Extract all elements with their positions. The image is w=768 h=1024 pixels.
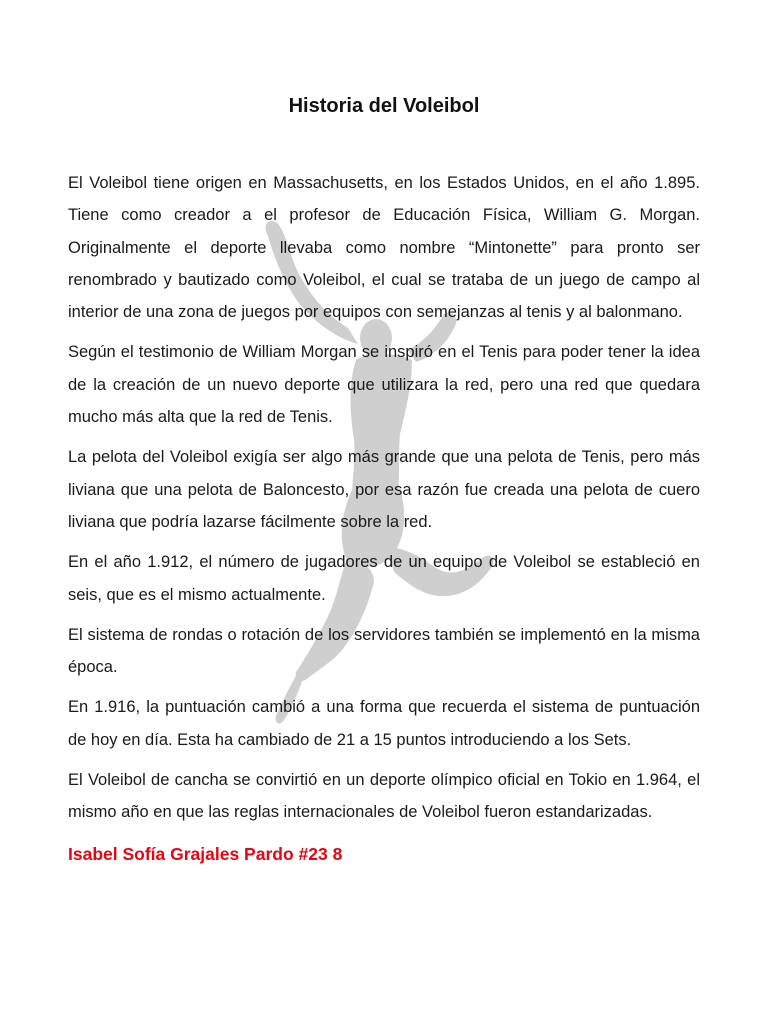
paragraph: Según el testimonio de William Morgan se inspiró en el Tenis para poder tener la idea de la creación de un nuevo deporte que utilizara la red, pero una red que quedara mucho más alta que la red de Tenis. xyxy=(68,343,700,427)
paragraph: El Voleibol tiene origen en Massachusetts, en los Estados Unidos, en el año 1.895. Tiene como creador a el profesor de Educación Física, William G. Morgan. Originalmente el deporte llevaba como nombre “Mintonette” para pronto ser renombrado y bautizado como Voleibol, el cual se trataba de un juego de campo al interior de una zona de juegos por equipos con semejanzas al tenis y al balonmano. xyxy=(68,174,700,322)
page-title: Historia del Voleibol xyxy=(288,95,480,117)
document-body xyxy=(68,167,700,829)
paragraph: En 1.916, la puntuación cambió a una forma que recuerda el sistema de puntuación de hoy en día. Esta ha cambiado de 21 a 15 puntos introduciendo a los Sets. xyxy=(68,698,700,749)
paragraph: El Voleibol de cancha se convirtió en un deporte olímpico oficial en Tokio en 1.964, el mismo año en que las reglas internacionales de Voleibol fueron estandarizadas. xyxy=(68,771,700,822)
document-page xyxy=(68,0,700,866)
paragraph: En el año 1.912, el número de jugadores de un equipo de Voleibol se estableció en seis, que es el mismo actualmente. xyxy=(68,553,700,604)
paragraph: El sistema de rondas o rotación de los servidores también se implementó en la misma época. xyxy=(68,625,700,677)
paragraph: La pelota del Voleibol exigía ser algo más grande que una pelota de Tenis, pero más liviana que una pelota de Baloncesto, por esa razón fue creada una pelota de cuero liviana que podría lazarse fácilmente sobre la red. xyxy=(68,448,700,531)
author-signature: Isabel Sofía Grajales Pardo #23 8 xyxy=(68,843,343,864)
